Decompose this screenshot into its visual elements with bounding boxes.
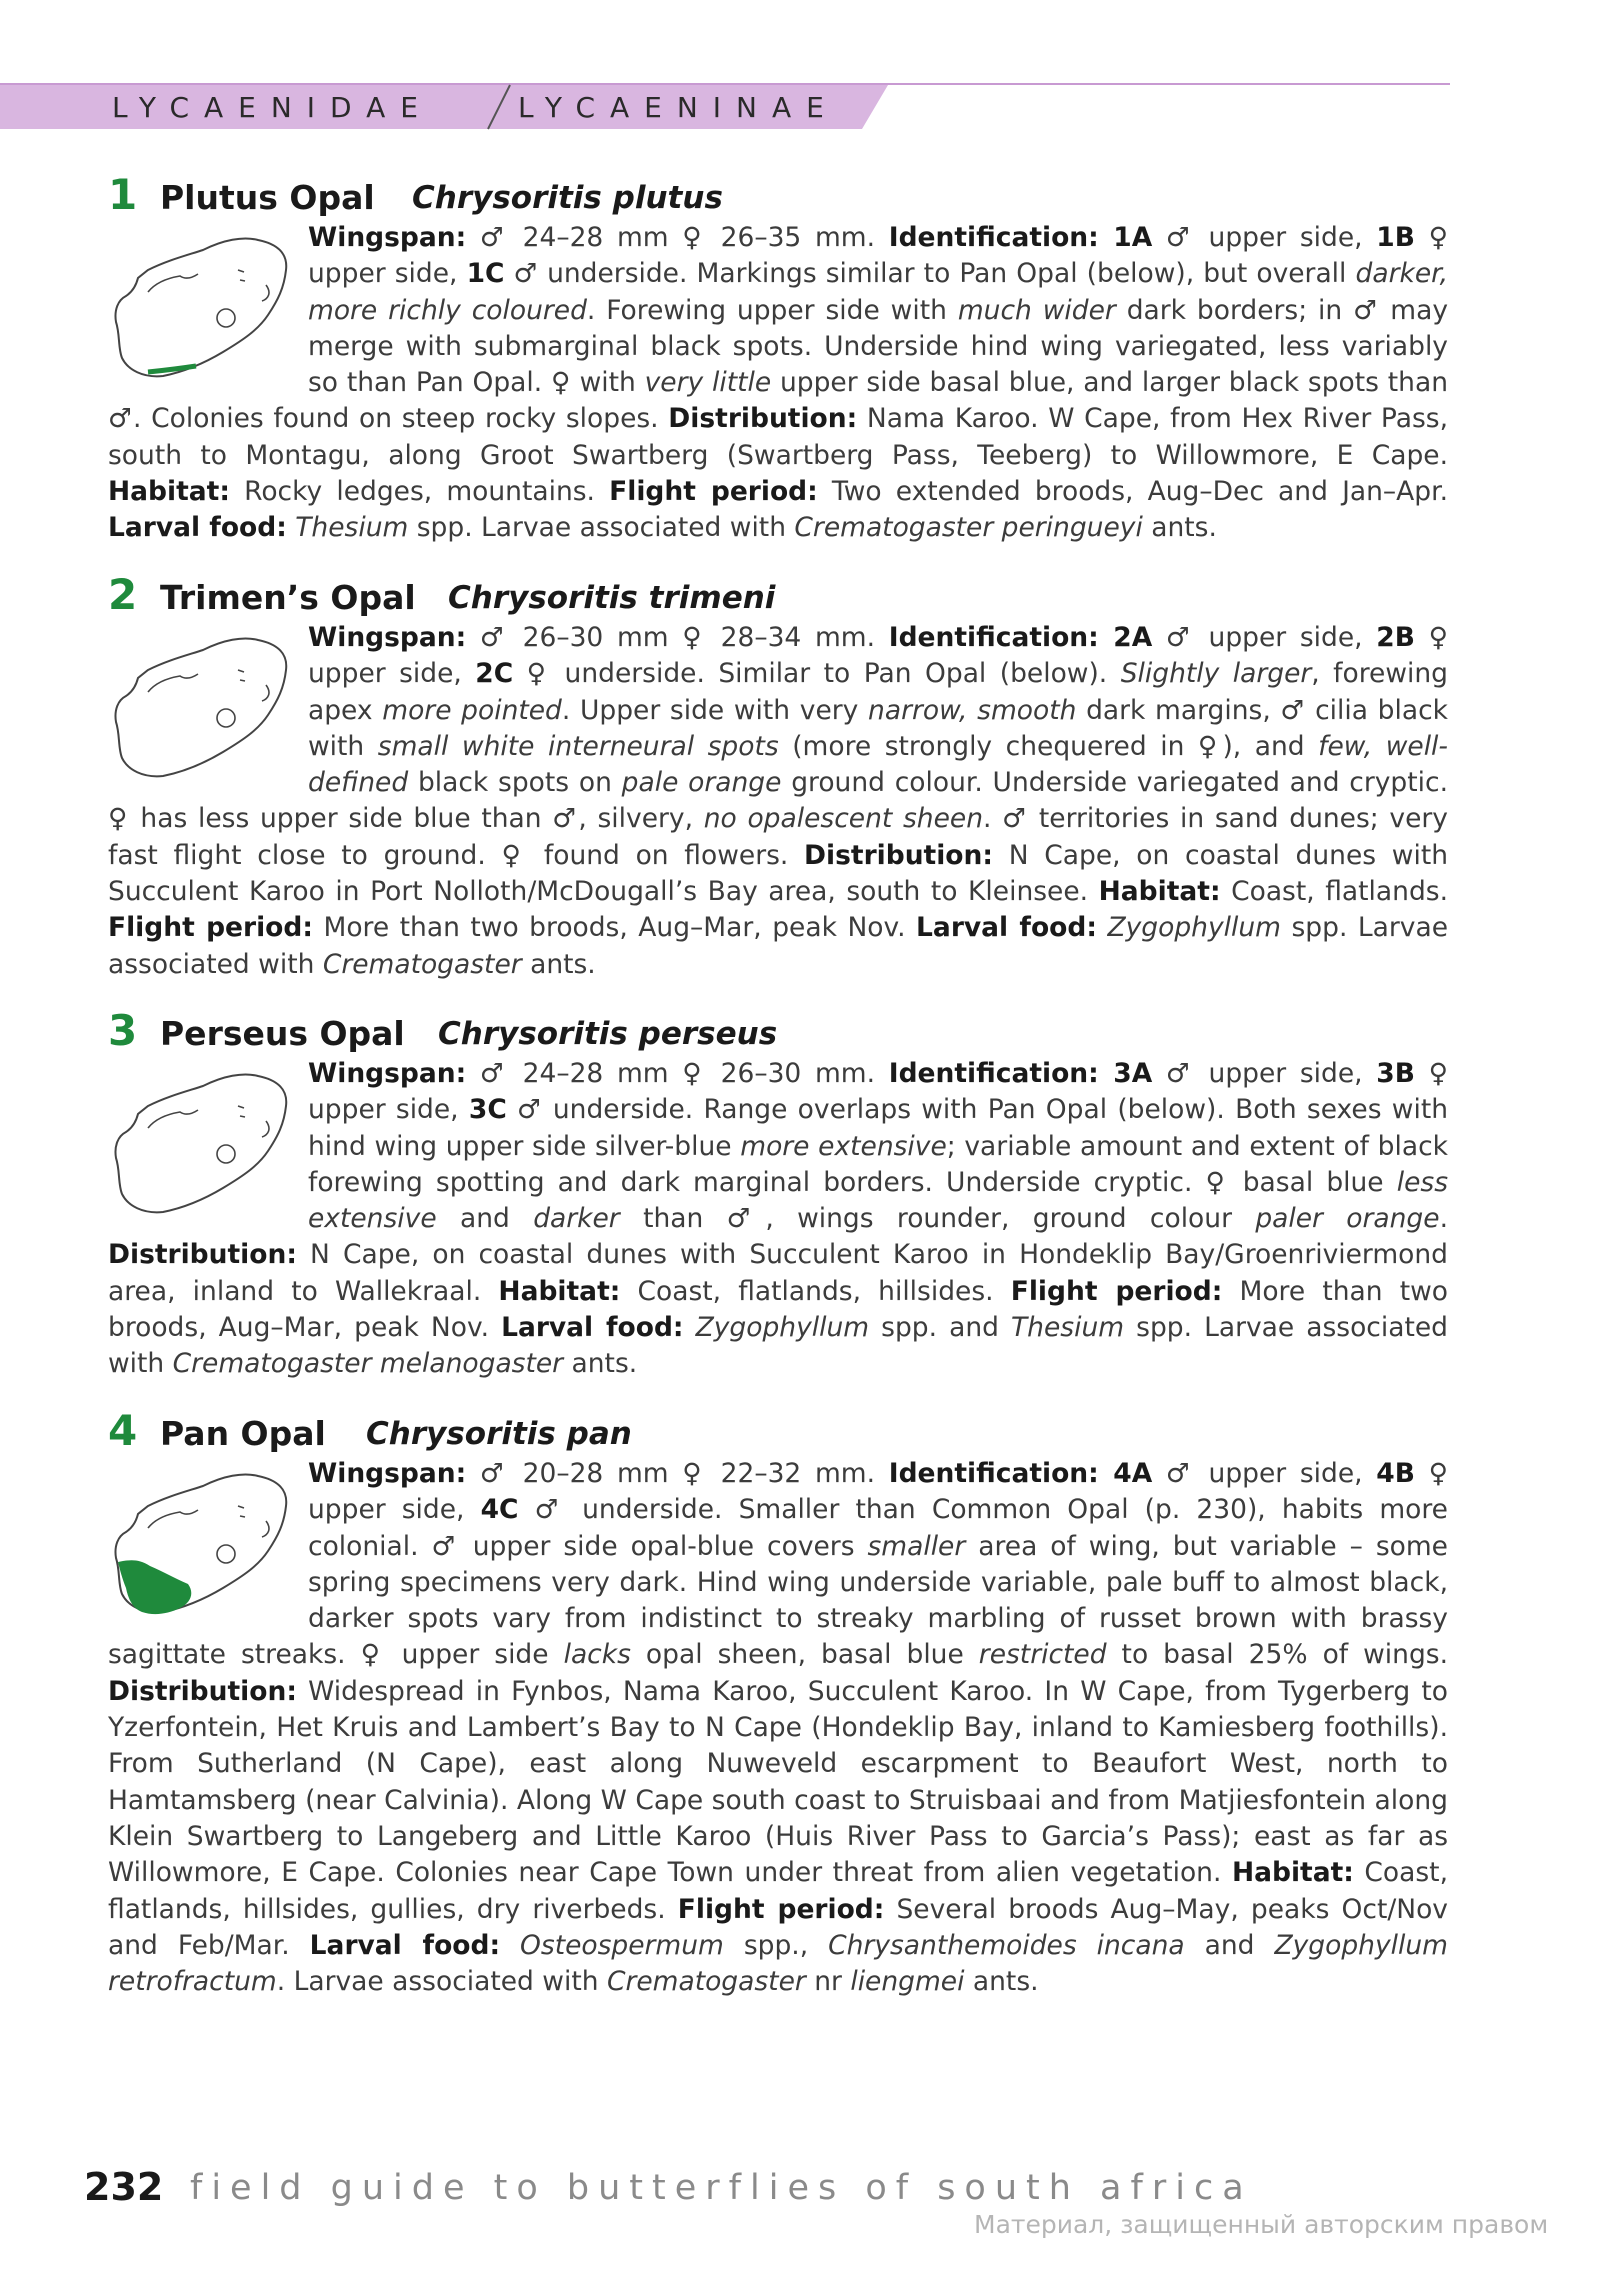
copyright-watermark: Материал, защищенный авторским правом	[974, 2210, 1549, 2239]
species-heading	[108, 570, 1448, 620]
species-number: 1	[108, 170, 138, 219]
species-description: Wingspan: ♂ 24–28 mm ♀ 26–30 mm. Identification: 3A ♂ upper side, 3B ♀ upper side, 3C ♂ underside. Range overlaps with Pan Opal (below). Both sexes with hind wing upper side silver-blue more extensive; variable amount and extent of black forewing spotting and dark marginal borders. Underside cryptic. ♀ basal blue less extensive and darker than ♂, wings rounder, ground colour paler orange. Distribution: N Cape, on coastal dunes with Succulent Karoo in Hondeklip Bay/Groenriviermond area, inland to Wallekraal. Habitat: Coast, flatlands, hillsides. Flight period: More than two broods, Aug–Mar, peak Nov. Larval food: Zygophyllum spp. and Thesium spp. Larvae associated with Crematogaster melanogaster ants.	[108, 1058, 1448, 1380]
species-entry	[108, 170, 1449, 547]
species-description: Wingspan: ♂ 24–28 mm ♀ 26–35 mm. Identification: 1A ♂ upper side, 1B ♀ upper side, 1C ♂ underside. Markings similar to Pan Opal (below), but overall darker, more richly coloured. Forewing upper side with much wider dark borders; in ♂ may merge with submarginal black spots. Underside hind wing variegated, less variably so than Pan Opal. ♀ with very little upper side basal blue, and larger black spots than ♂. Colonies found on steep rocky slopes. Distribution: Nama Karoo. W Cape, from Hex River Pass, south to Montagu, along Groot Swartberg (Swartberg Pass, Teeberg) to Willowmore, E Cape. Habitat: Rocky ledges, mountains. Flight period: Two extended broods, Aug–Dec and Jan–Apr. Larval food: Thesium spp. Larvae associated with Crematogaster peringueyi ants.	[108, 222, 1449, 544]
species-heading	[108, 1406, 1448, 1456]
range-map	[108, 220, 308, 396]
species-common-name: Perseus Opal	[160, 1014, 405, 1053]
south-africa-range-map-icon	[108, 1066, 298, 1226]
south-africa-range-map-icon	[108, 1466, 298, 1626]
species-description: Wingspan: ♂ 20–28 mm ♀ 22–32 mm. Identification: 4A ♂ upper side, 4B ♀ upper side, 4C ♂ underside. Smaller than Common Opal (p. 230), habits more colonial. ♂ upper side opal-blue covers smaller area of wing, but variable – some spring specimens very dark. Hind wing underside variable, pale buff to almost black, darker spots vary from indistinct to streaky marbling of russet brown with brassy sagittate streaks. ♀ upper side lacks opal sheen, basal blue restricted to basal 25% of wings. Distribution: Widespread in Fynbos, Nama Karoo, Succulent Karoo. In W Cape, from Tygerberg to Yzerfontein, Het Kruis and Lambert’s Bay to N Cape (Hondeklip Bay, inland to Kamiesberg foothills). From Sutherland (N Cape), east along Nuweveld escarpment to Beaufort West, north to Hamtamsberg (near Calvinia). Along W Cape south coast to Struisbaai and from Matjiesfontein along Klein Swartberg to Langeberg and Little Karoo (Huis River Pass to Garcia’s Pass); east as far as Willowmore, E Cape. Colonies near Cape Town under threat from alien vegetation. Habitat: Coast, flatlands, hillsides, gullies, dry riverbeds. Flight period: Several broods Aug–May, peaks Oct/Nov and Feb/Mar. Larval food: Osteospermum spp., Chrysanthemoides incana and Zygophyllum retrofractum. Larvae associated with Crematogaster nr liengmei ants.	[108, 1458, 1449, 1998]
page-number: 232	[84, 2165, 164, 2209]
species-number: 3	[108, 1006, 138, 1055]
species-scientific-name: Chrysoritis perseus	[438, 1016, 778, 1052]
species-heading	[108, 170, 1448, 220]
south-africa-range-map-icon	[108, 630, 298, 790]
species-scientific-name: Chrysoritis pan	[366, 1416, 632, 1452]
book-title: field guide to butterflies of south africa	[190, 2168, 1253, 2208]
species-common-name: Plutus Opal	[160, 178, 375, 217]
running-header	[0, 83, 1450, 131]
species-entry	[108, 1406, 1449, 2000]
species-number: 4	[108, 1406, 138, 1455]
header-subfamily: LYCAENINAE	[518, 91, 839, 124]
range-map	[108, 1456, 308, 1632]
range-map	[108, 1056, 308, 1232]
species-entry	[108, 570, 1449, 983]
species-heading	[108, 1006, 1448, 1056]
header-family: LYCAENIDAE	[112, 91, 433, 124]
species-scientific-name: Chrysoritis plutus	[412, 180, 723, 216]
species-common-name: Trimen’s Opal	[160, 578, 416, 617]
species-scientific-name: Chrysoritis trimeni	[448, 580, 776, 616]
species-common-name: Pan Opal	[160, 1414, 326, 1453]
range-map	[108, 620, 308, 796]
species-number: 2	[108, 570, 138, 619]
species-entry	[108, 1006, 1448, 1383]
south-africa-range-map-icon	[108, 230, 298, 390]
species-description: Wingspan: ♂ 26–30 mm ♀ 28–34 mm. Identification: 2A ♂ upper side, 2B ♀ upper side, 2C ♀ underside. Similar to Pan Opal (below). Slightly larger, forewing apex more pointed. Upper side with very narrow, smooth dark margins, ♂ cilia black with small white interneural spots (more strongly chequered in ♀), and few, well-defined black spots on pale orange ground colour. Underside variegated and cryptic. ♀ has less upper side blue than ♂, silvery, no opalescent sheen. ♂ territories in sand dunes; very fast flight close to ground. ♀ found on flowers. Distribution: N Cape, on coastal dunes with Succulent Karoo in Port Nolloth/McDougall’s Bay area, south to Kleinsee. Habitat: Coast, flatlands. Flight period: More than two broods, Aug–Mar, peak Nov. Larval food: Zygophyllum spp. Larvae associated with Crematogaster ants.	[108, 622, 1449, 980]
